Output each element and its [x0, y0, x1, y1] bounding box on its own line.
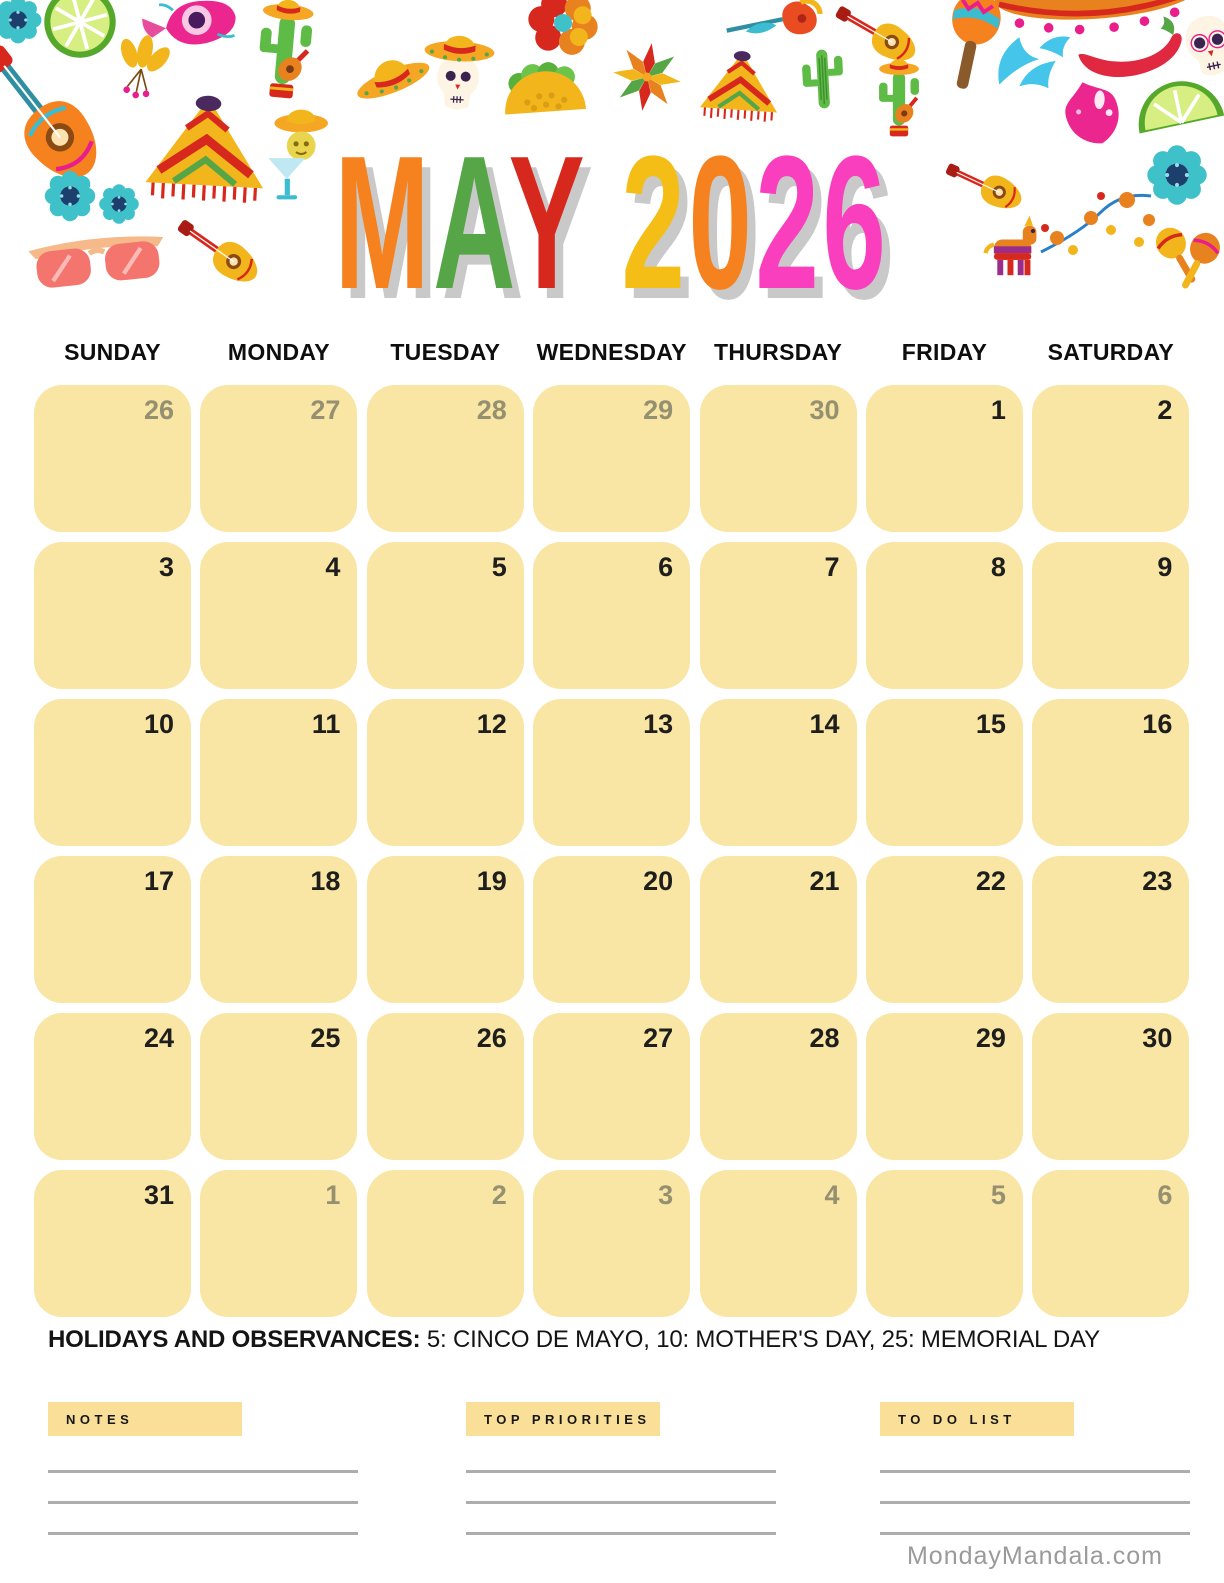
day-cell — [700, 385, 857, 532]
day-cell — [367, 1013, 524, 1160]
day-number: 4 — [824, 1180, 840, 1210]
day-cell — [34, 542, 191, 689]
day-cell — [866, 1013, 1023, 1160]
day-number: 24 — [143, 1023, 174, 1053]
title-letter — [586, 117, 621, 329]
day-cell — [866, 542, 1023, 689]
day-number: 5 — [491, 552, 507, 582]
day-cell — [367, 385, 524, 532]
day-cell — [200, 699, 357, 846]
notes-header — [48, 1402, 242, 1436]
day-number: 6 — [658, 552, 674, 582]
day-number: 14 — [809, 709, 840, 739]
ruled-line — [466, 1532, 776, 1535]
day-number: 10 — [143, 709, 174, 739]
day-cell — [700, 699, 857, 846]
section-lines — [880, 1470, 1190, 1535]
day-number: 30 — [809, 395, 840, 425]
day-cell — [533, 385, 690, 532]
day-number: 26 — [143, 395, 174, 425]
day-number: 15 — [975, 709, 1006, 739]
section — [880, 1402, 1190, 1563]
day-cell — [34, 856, 191, 1003]
day-cell — [533, 856, 690, 1003]
holidays-line — [48, 1326, 1100, 1354]
day-cell — [866, 385, 1023, 532]
vine-floral-icon — [1028, 172, 1164, 272]
day-number: 7 — [824, 552, 840, 582]
title-letter: 6 — [822, 117, 890, 329]
day-cell — [1032, 699, 1189, 846]
day-cell — [367, 542, 524, 689]
day-cell — [866, 856, 1023, 1003]
day-number: 30 — [1142, 1023, 1173, 1053]
day-number: 28 — [476, 395, 507, 425]
day-cell — [200, 542, 357, 689]
day-cell — [533, 1170, 690, 1317]
section-lines — [48, 1470, 358, 1535]
day-cell — [367, 856, 524, 1003]
day-number: 29 — [975, 1023, 1006, 1053]
to-do-list-header — [880, 1402, 1074, 1436]
day-cell — [34, 1013, 191, 1160]
day-cell — [34, 385, 191, 532]
day-number: 21 — [809, 866, 840, 896]
day-cell — [1032, 1170, 1189, 1317]
day-number: 3 — [658, 1180, 674, 1210]
weekday-label: FRIDAY — [901, 339, 988, 365]
section-title: NOTES — [66, 1411, 134, 1427]
weekday-row — [34, 339, 1189, 366]
title-letter: M — [334, 117, 434, 329]
site-credit: MondayMandala.com — [906, 1542, 1163, 1570]
day-number: 20 — [643, 866, 674, 896]
taco-icon — [498, 55, 590, 121]
month-title — [245, 117, 979, 329]
day-cell — [1032, 856, 1189, 1003]
ruled-line — [466, 1501, 776, 1504]
day-number: 27 — [310, 395, 341, 425]
calendar-grid — [34, 385, 1189, 1317]
day-number: 1 — [990, 395, 1006, 425]
holidays-label: HOLIDAYS AND OBSERVANCES: — [48, 1326, 421, 1353]
title-letter: A — [433, 117, 509, 329]
day-cell — [700, 1013, 857, 1160]
maracas-pair-icon — [1148, 218, 1224, 296]
day-cell — [34, 1170, 191, 1317]
title-letter: 0 — [688, 117, 756, 329]
top-priorities-header — [466, 1402, 660, 1436]
day-number: 17 — [143, 866, 174, 896]
day-number: 19 — [476, 866, 507, 896]
day-number: 18 — [310, 866, 341, 896]
day-cell — [866, 699, 1023, 846]
day-cell — [700, 542, 857, 689]
day-number: 3 — [158, 552, 174, 582]
cactus-icon — [790, 42, 856, 115]
day-cell — [533, 1013, 690, 1160]
title-letter: 2 — [621, 117, 689, 329]
section-lines — [466, 1470, 776, 1535]
day-number: 22 — [975, 866, 1006, 896]
day-number: 4 — [325, 552, 341, 582]
section — [466, 1402, 776, 1563]
day-cell — [1032, 385, 1189, 532]
day-cell — [200, 1013, 357, 1160]
day-cell — [700, 1170, 857, 1317]
sunglasses-icon — [25, 227, 171, 303]
flower-teal-icon — [96, 182, 142, 226]
weekday-label: WEDNESDAY — [536, 339, 687, 365]
holidays-text: 5: CINCO DE MAYO, 10: MOTHER'S DAY, 25: MEMORIAL DAY — [420, 1326, 1100, 1353]
section-title: TOP PRIORITIES — [484, 1411, 651, 1427]
day-number: 1 — [325, 1180, 341, 1210]
day-cell — [533, 542, 690, 689]
ruled-line — [48, 1501, 358, 1504]
weekday-label: MONDAY — [227, 339, 330, 365]
ruled-line — [48, 1470, 358, 1473]
day-number: 2 — [1157, 395, 1173, 425]
day-cell — [200, 856, 357, 1003]
weekday-label: SATURDAY — [1047, 339, 1175, 365]
title-letter: 2 — [755, 117, 823, 329]
day-number: 6 — [1157, 1180, 1173, 1210]
ruled-line — [48, 1532, 358, 1535]
day-number: 8 — [990, 552, 1006, 582]
title-letter: Y — [508, 117, 587, 329]
day-number: 26 — [476, 1023, 507, 1053]
day-number: 13 — [643, 709, 674, 739]
day-number: 27 — [643, 1023, 674, 1053]
weekday-label: THURSDAY — [714, 339, 843, 365]
day-cell — [700, 856, 857, 1003]
day-cell — [34, 699, 191, 846]
ruled-line — [466, 1470, 776, 1473]
ruled-line — [880, 1501, 1190, 1504]
day-cell — [1032, 1013, 1189, 1160]
day-number: 31 — [143, 1180, 174, 1210]
day-cell — [200, 1170, 357, 1317]
day-cell — [866, 1170, 1023, 1317]
weekday-label: SUNDAY — [64, 339, 161, 365]
papel-star-icon — [605, 35, 689, 119]
day-cell — [1032, 542, 1189, 689]
day-number: 5 — [990, 1180, 1006, 1210]
day-number: 16 — [1142, 709, 1173, 739]
section-title: TO DO LIST — [898, 1411, 1016, 1427]
day-cell — [200, 385, 357, 532]
day-number: 12 — [476, 709, 507, 739]
day-number: 23 — [1142, 866, 1173, 896]
day-cell — [367, 699, 524, 846]
section — [48, 1402, 358, 1563]
day-cell — [533, 699, 690, 846]
day-number: 2 — [491, 1180, 507, 1210]
weekday-label: TUESDAY — [390, 339, 501, 365]
tulip-red-icon — [719, 0, 829, 51]
flower-teal-icon — [40, 168, 100, 224]
day-cell — [367, 1170, 524, 1317]
day-number: 25 — [310, 1023, 341, 1053]
day-number: 29 — [643, 395, 674, 425]
day-number: 28 — [809, 1023, 840, 1053]
flower-red-icon — [517, 0, 610, 65]
day-number: 11 — [311, 709, 341, 739]
day-number: 9 — [1157, 552, 1173, 582]
ruled-line — [880, 1470, 1190, 1473]
ruled-line — [880, 1532, 1190, 1535]
